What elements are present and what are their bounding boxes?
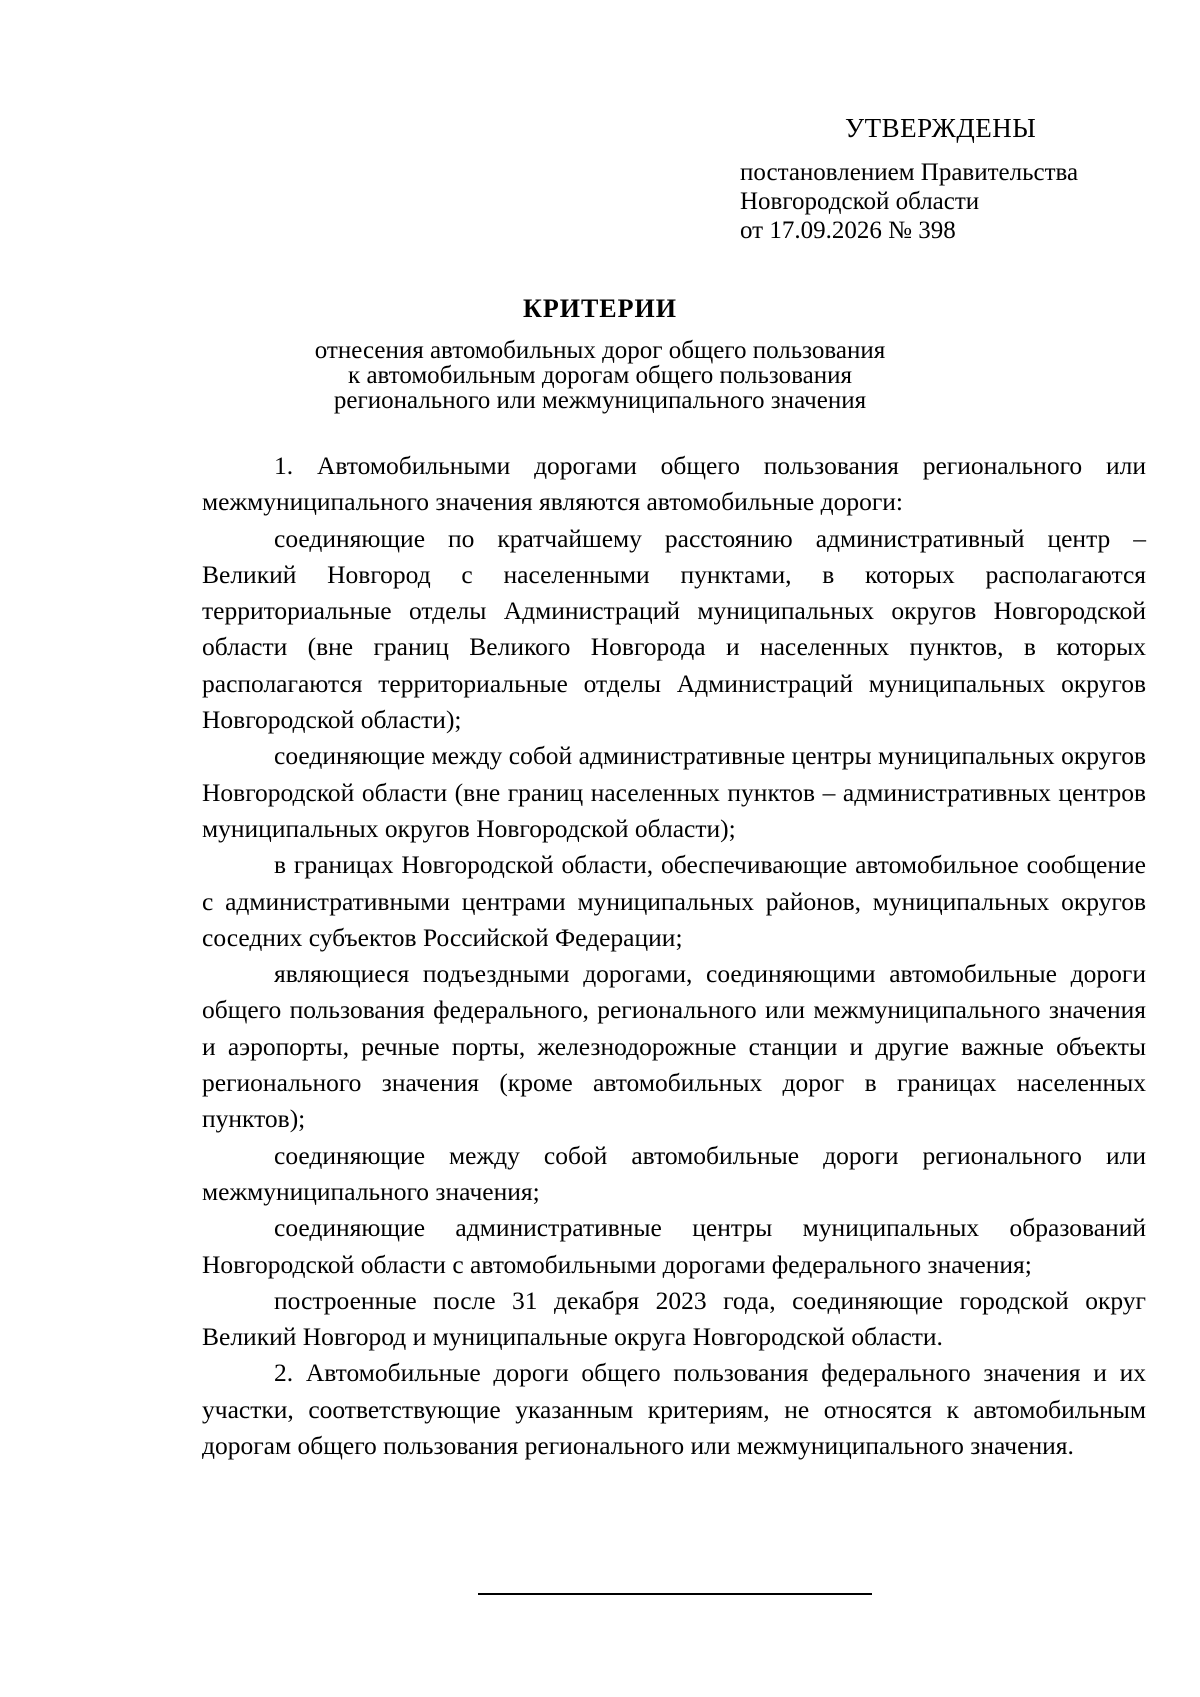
closing-divider-line xyxy=(478,1593,872,1595)
subtitle-line-3: регионального или межмуниципального значения xyxy=(333,387,867,414)
criterion-municipal-centers: соединяющие между собой административные центры муниципальных округов Новгородской области (вне границ населенных пунктов – административных центров муниципальных округов Новгородской области); xyxy=(202,741,1146,843)
subtitle-line-1: отнесения автомобильных дорог общего пользования xyxy=(314,337,886,364)
document-subtitle xyxy=(0,338,1200,413)
criterion-admin-center: соединяющие по кратчайшему расстоянию административный центр – Великий Новгород с населенными пунктами, в которых располагаются территориальные отделы Администраций муниципальных округов Новгородской области (вне границ Великого Новгорода и населенных пунктов, в которых располагаются территориальные отделы Администраций муниципальных округов Новгородской области); xyxy=(202,523,1146,735)
document-title: КРИТЕРИИ xyxy=(523,294,677,323)
criterion-neighbor-regions: в границах Новгородской области, обеспечивающие автомобильное сообщение с административными центрами муниципальных районов, муниципальных округов соседних субъектов Российской Федерации; xyxy=(202,850,1146,952)
criterion-connecting-roads: соединяющие между собой автомобильные дороги регионального или межмуниципального значения; xyxy=(202,1140,1146,1206)
approval-line-resolution: постановлением Правительства xyxy=(740,159,1079,186)
document-body xyxy=(202,448,1146,1464)
approval-block xyxy=(740,158,1078,245)
criterion-access-roads: являющиеся подъездными дорогами, соединяющими автомобильные дороги общего пользования федерального, регионального или межмуниципального значения и аэропорты, речные порты, железнодорожные станции и другие важные объекты регионального значения (кроме автомобильных дорог в границах населенных пунктов); xyxy=(202,959,1146,1134)
criterion-federal-link: соединяющие административные центры муниципальных образований Новгородской области с автомобильными дорогами федерального значения; xyxy=(202,1213,1146,1279)
approval-line-region: Новгородской области xyxy=(740,188,980,215)
paragraph-1: 1. Автомобильными дорогами общего пользования регионального или межмуниципального значения являются автомобильные дороги: xyxy=(202,451,1146,517)
paragraph-2: 2. Автомобильные дороги общего пользования федерального значения и их участки, соответствующие указанным критериям, не относятся к автомобильным дорогам общего пользования регионального или межмуниципального значения. xyxy=(202,1358,1146,1461)
approval-line-date-number: от 17.09.2026 № 398 xyxy=(740,217,956,244)
subtitle-line-2: к автомобильным дорогам общего пользования xyxy=(348,362,852,389)
criterion-built-after-2023: построенные после 31 декабря 2023 года, соединяющие городской округ Великий Новгород и муниципальные округа Новгородской области. xyxy=(202,1285,1146,1352)
approval-title: УТВЕРЖДЕНЫ xyxy=(845,113,1037,143)
